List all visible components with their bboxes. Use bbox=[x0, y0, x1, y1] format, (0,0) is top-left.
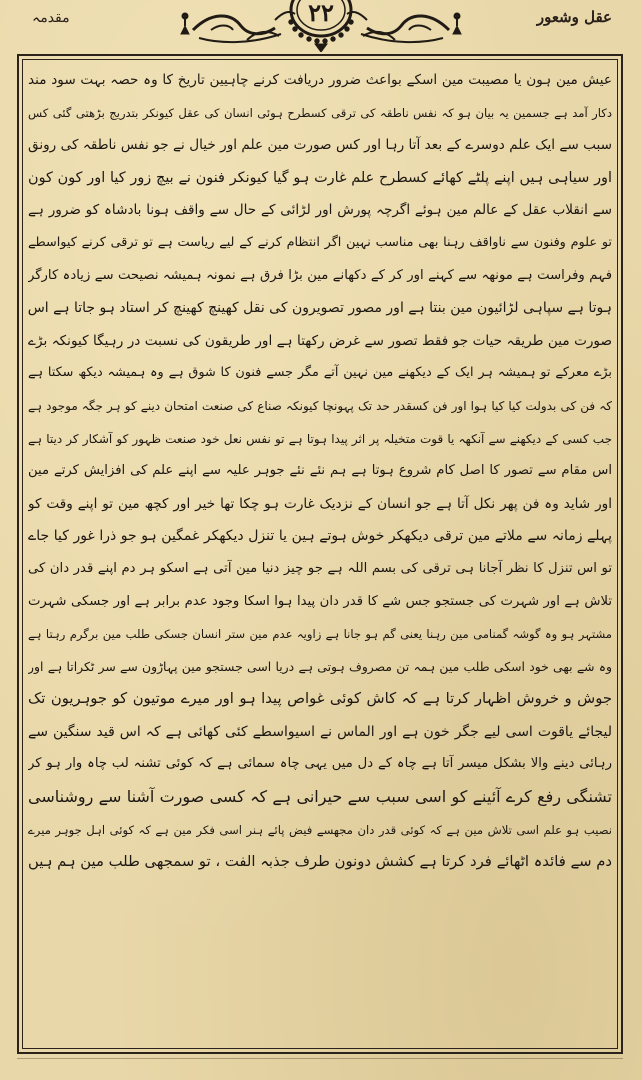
page-number: ۲۲ bbox=[308, 0, 334, 27]
text-line: نصیب ہو علم اسی تلاش مین ہے کہ کوئی قدر دان مجھسے فیض پائے ہنر اسی فکر مین ہے کہ کوئی اہل جوہر میرے bbox=[28, 822, 612, 837]
text-line: وہ شے بھی خود اسکی طلب مین ہمہ تن مصروف ہوتی ہے دریا اسی جستجو مین پہاڑون سے سر ٹکراتا ہے اور bbox=[28, 658, 612, 674]
text-line: تو علوم وفنون سے ناواقف رہنا بھی مناسب نہین اگر انتظام کرنے کے لیے ریاست ہے تو ترقی کرنے کیواسطے bbox=[28, 234, 612, 250]
text-line: رہائی دینے والا بشکل میسر آتا ہے چاہ کے دل میں یہی چاہ سمائی ہے کہ کوئی تشنہ لب چاہ وار ہو کر bbox=[28, 756, 612, 772]
text-line: پہلے زمانہ سے ملاتے مین ترقی دیکھکر خوش ہوتے ہین یا تنزل دیکھکر غمگین ہو جو ذرا غور کیا جاے bbox=[28, 528, 612, 545]
text-line: عیش مین ہون یا مصیبت مین اسکے بواعث ضرور دریافت کرنے چاہیین تاریخ کا وہ حصہ بہت سود مند bbox=[28, 72, 612, 88]
bottom-rule bbox=[17, 1058, 623, 1059]
text-line: لیجائے یاقوت اسی لیے جگر خون ہے اور الماس نے اسیواسطے کئی کھائی ہے کہ اس قید سنگین سے bbox=[28, 723, 612, 740]
text-line: ہوتا ہے سپاہی لڑائیون مین بنتا ہے اور مصور تصویرون کی نقل کھینچ کھینچ کر استاد ہو جاتا ہے اس bbox=[28, 300, 612, 317]
header-section-label: مقدمہ bbox=[32, 10, 70, 26]
text-line: صورت مین طریقہ حیات جو فقط تصور سے غرض رکھتا ہے اور طریقون کی نسبت در رہیگا کیونکہ بڑے bbox=[28, 332, 612, 349]
text-line: اس مقام سے تصور کا اصل کام شروع ہوتا ہے ہم نئے نئے جوہر علیہ سے اپنے علم کی افزایش کرتے مین bbox=[28, 463, 612, 479]
text-line: فہم وفراست ہے مونھہ سے کہنے اور کر کے دکھانے مین بڑا فرق ہے نمونہ ہمیشہ نصیحت سے زیادہ کارگر bbox=[28, 267, 612, 283]
text-line: دم سے فائدہ اٹھائے فرد کرتا ہے کشش دونون طرف جذبہ الفت ، تو سمجھی طلب مین ہم ہیں bbox=[28, 853, 612, 871]
text-line: دکار آمد ہے جسمین یہ بیان ہو کہ نفس ناطقہ کی ترقی کسطرح ہوئی انسان کی عقل کیونکر بتدریج بڑھتی گئی کس bbox=[28, 105, 612, 120]
text-line: جب کسی کے دیکھنے سے آنکھہ یا قوت متخیلہ پر اثر پیدا ہوتا ہے تو نفس نعل خود صنعت ظہور کو آشکار کر دیتا ہے bbox=[28, 431, 612, 446]
text-line: تشنگی رفع کرے آئینے کو اسی سبب سے حیرانی ہے کہ کسی صورت آشنا سے روشناسی bbox=[28, 787, 612, 807]
text-line: سبب سے ایک علم دوسرے کے بعد آتا رہا اور کس صورت مین علم اور خیال نے جو نفس ناطقہ کی رونق bbox=[28, 137, 612, 154]
page-header bbox=[0, 0, 642, 56]
text-line: تلاش ہے اور شہرت کی جستجو جس شے کا قدر دان پیدا ہوا اسکا وجود عدم برابر ہے اور جسکی شہرت bbox=[28, 593, 612, 609]
text-line: اور شاید وہ فن پھر نکل آتا ہے جو انسان کے نزدیک غارت ہو چکا تھا خیر اور کچھ مین تو اپنے وقت کو bbox=[28, 495, 612, 512]
text-line: مشتہر ہو وہ گوشہ گمنامی مین رہنا یعنی گم ہو جانا ہے زاویہ عدم مین ستر انسان جسکی طلب مین برگرم رہتا ہے bbox=[28, 627, 612, 642]
text-line: اور سیاہی ہیں اپنے پلٹے کھائے کسطرح علم غارت ہو گیا کیونکر فنون نے بیچ زور کیا اور کون کون bbox=[28, 169, 612, 186]
body-text bbox=[28, 64, 612, 1044]
header-book-title: عقل وشعور bbox=[536, 8, 612, 26]
text-line: تو اس تنزل کا نظر آجانا ہی ترقی کی بسم اللہ ہے جو چیز دنیا مین آتی ہے اسکو ہر دم اپنے قدر دان کی bbox=[28, 560, 612, 576]
text-line: سے انقلاب عقل کے عالم مین ہوئے اگرچہ پورش اور لڑائی کے حال سے واقف ہونا بادشاہ کو ضرور ہے bbox=[28, 202, 612, 219]
text-line: جوش و خروش اظہار کرتا ہے کہ کاش کوئی غواص پیدا ہو اور میرے موتیون کو جوہریون تک bbox=[28, 690, 612, 708]
text-line: کہ فن کی بدولت کیا کیا ہوا اور فن کسقدر حد تک پہونچا کیونکہ صناع کی صنعت امتحان دینے کو ہر جگہ موجود ہے bbox=[28, 398, 612, 413]
text-line: بڑے معرکے تو ہمیشہ ہر ایک کے دیکھنے مین نہین آتے مگر جسے فنون کا شوق ہے وہ ہمیشہ دیکھ سکتا ہے bbox=[28, 365, 612, 381]
